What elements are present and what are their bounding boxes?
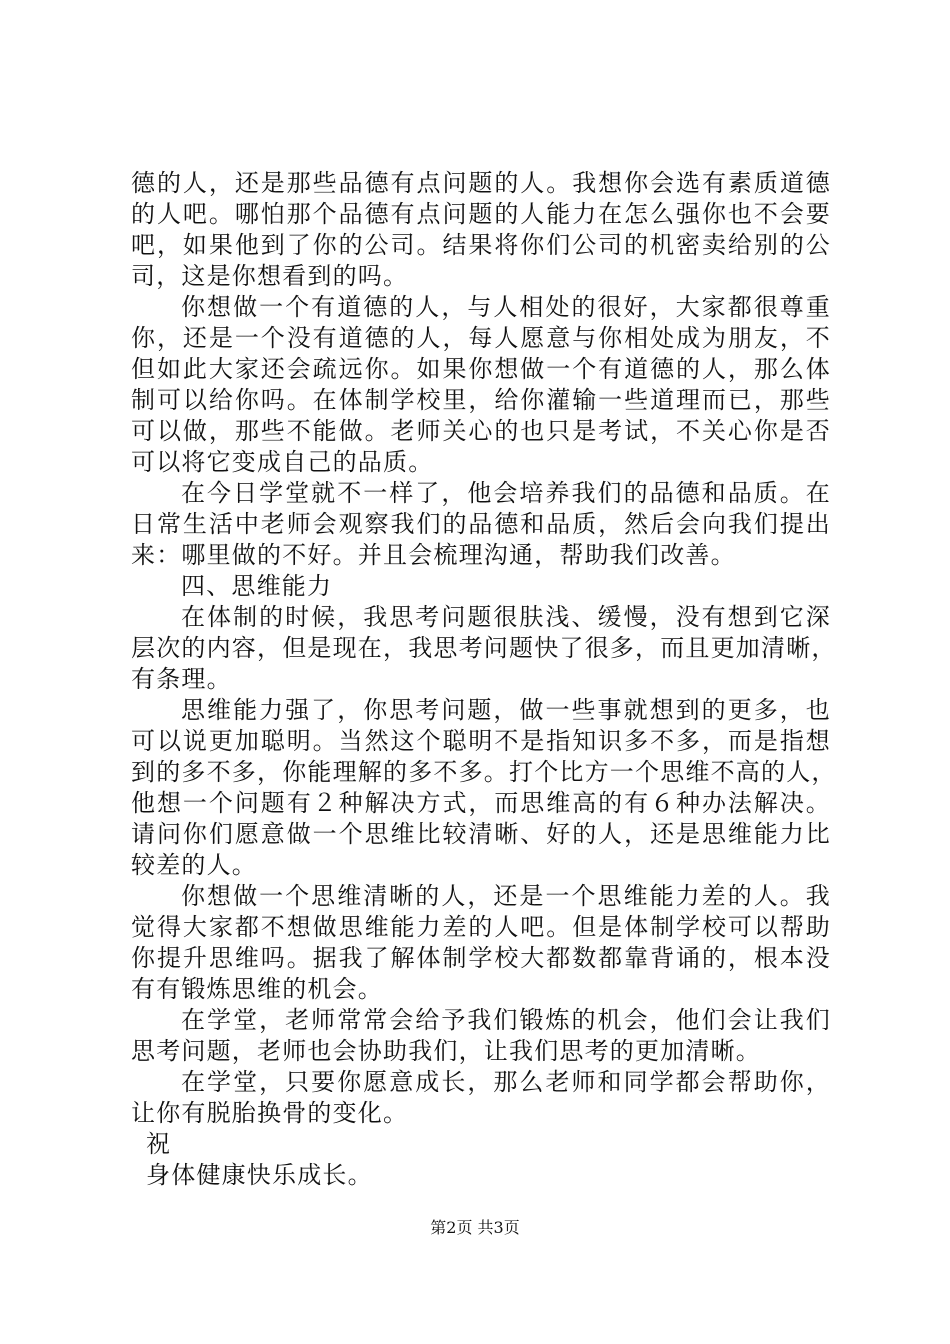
text-line: 祝 [146, 1130, 172, 1158]
text-line: 身体健康快乐成长。 [146, 1161, 373, 1189]
text-line: 思维能力强了，你思考问题，做一些事就想到的更多，也 [181, 696, 831, 724]
text-line: 的人吧。哪怕那个品德有点问题的人能力在怎么强你也不会要 [131, 200, 831, 228]
text-line: 你想做一个有道德的人，与人相处的很好，大家都很尊重 [181, 293, 831, 321]
text-line: 吧，如果他到了你的公司。结果将你们公司的机密卖给别的公 [131, 231, 831, 259]
text-line: 他想一个问题有２种解决方式，而思维高的有６种办法解决。 [131, 789, 831, 817]
document-body [131, 168, 837, 1191]
text-line: 思考问题，老师也会协助我们，让我们思考的更加清晰。 [131, 1037, 761, 1065]
text-line: 到的多不多，你能理解的多不多。打个比方一个思维不高的人， [131, 758, 837, 786]
text-line: 较差的人。 [131, 851, 257, 879]
text-line: 可以说更加聪明。当然这个聪明不是指知识多不多，而是指想 [131, 727, 831, 755]
text-line: 你想做一个思维清晰的人，还是一个思维能力差的人。我 [181, 882, 831, 910]
text-line: 有条理。 [131, 665, 232, 693]
text-line: 来：哪里做的不好。并且会梳理沟通，帮助我们改善。 [131, 541, 736, 569]
text-line: 日常生活中老师会观察我们的品德和品质，然后会向我们提出 [131, 510, 831, 538]
text-line: 但如此大家还会疏远你。如果你想做一个有道德的人，那么体 [131, 355, 831, 383]
text-line: 可以将它变成自己的品质。 [131, 448, 434, 476]
text-line: 司，这是你想看到的吗。 [131, 262, 409, 290]
text-line: 让你有脱胎换骨的变化。 [131, 1099, 409, 1127]
text-line: 有有锻炼思维的机会。 [131, 975, 383, 1003]
text-line: 在学堂，老师常常会给予我们锻炼的机会，他们会让我们 [181, 1006, 831, 1034]
text-line: 觉得大家都不想做思维能力差的人吧。但是体制学校可以帮助 [131, 913, 831, 941]
page-footer: 第2页 共3页 [430, 1218, 520, 1237]
text-line: 你，还是一个没有道德的人，每人愿意与你相处成为朋友，不 [131, 324, 831, 352]
text-line: 层次的内容，但是现在，我思考问题快了很多，而且更加清晰， [131, 634, 837, 662]
text-line: 可以做，那些不能做。老师关心的也只是考试，不关心你是否 [131, 417, 831, 445]
text-line: 制可以给你吗。在体制学校里，给你灌输一些道理而已，那些 [131, 386, 831, 414]
text-line: 德的人，还是那些品德有点问题的人。我想你会选有素质道德 [131, 169, 831, 197]
text-line: 四、思维能力 [181, 572, 333, 600]
text-line: 在学堂，只要你愿意成长，那么老师和同学都会帮助你， [181, 1068, 831, 1096]
text-line: 你提升思维吗。据我了解体制学校大都数都靠背诵的，根本没 [131, 944, 831, 972]
text-line: 请问你们愿意做一个思维比较清晰、好的人，还是思维能力比 [131, 820, 831, 848]
text-line: 在体制的时候，我思考问题很肤浅、缓慢，没有想到它深 [181, 603, 831, 631]
text-line: 在今日学堂就不一样了，他会培养我们的品德和品质。在 [181, 479, 831, 507]
